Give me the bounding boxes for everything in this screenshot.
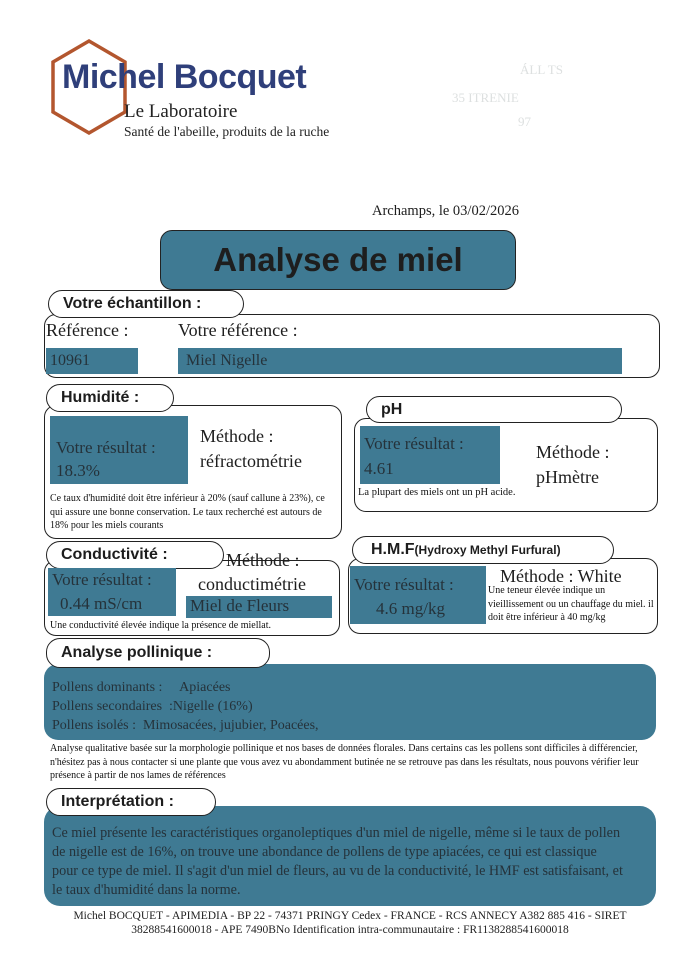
pollens-dominants: Pollens dominants : Apiacées: [52, 680, 231, 695]
footer: [0, 909, 700, 937]
conductivite-method-label: Méthode :: [226, 550, 300, 570]
hmf-note: Une teneur élevée indique un vieillissement ou un chauffage du miel. il doit être inférieur à 40 mg/kg: [488, 585, 654, 623]
conductivite-result-box: [48, 568, 176, 616]
conductivite-method-value: conductimétrie: [198, 574, 306, 594]
ph-tab: pH: [366, 396, 622, 423]
hmf-tab: [352, 536, 614, 564]
humidite-method-value: réfractométrie: [200, 451, 302, 471]
footer-line-2: 38288541600018 - APE 7490BNo Identification intra-communautaire : FR1138288541600018: [131, 924, 569, 936]
hmf-result-label: Votre résultat :: [354, 575, 454, 594]
ghost-text-3: 97: [518, 114, 531, 129]
pollinique-note: Analyse qualitative basée sur la morphologie pollinique et nos bases de données florales. Dans certains cas les pollens sont difficiles à différencier, n'hésitez pas à nous contacter si une plante que vous avez vu abondamment butinée ne se retrouve pas dans les résultats, nous pouvons vérifier leur présence à partir de nos lames de références: [50, 743, 639, 781]
ph-method-label: Méthode :: [536, 442, 610, 462]
pollinique-tab: Analyse pollinique :: [46, 638, 270, 668]
pollens-isoles: Pollens isolés : Mimosacées, jujubier, Poacées,: [52, 718, 319, 733]
conductivite-extra: Miel de Fleurs: [186, 596, 332, 618]
footer-line-1: Michel BOCQUET - APIMEDIA - BP 22 - 74371 PRINGY Cedex - FRANCE - RCS ANNECY A382 885 416 - SIRET: [73, 910, 627, 922]
ref-label: Référence :: [46, 320, 129, 340]
your-ref-label: Votre référence :: [178, 320, 298, 340]
dateline: Archamps, le 03/02/2026: [372, 203, 519, 219]
ph-result-box: [360, 426, 500, 484]
humidite-note: Ce taux d'humidité doit être inférieur à 20% (sauf callune à 23%), ce qui assure une bonne conservation. Le taux recherché est autours de 18% pour les miels courants: [50, 493, 325, 531]
pollinique-lines: [52, 678, 319, 735]
lab-subtitle: Le Laboratoire: [124, 101, 238, 122]
echantillon-tab: Votre échantillon :: [48, 290, 244, 318]
humidite-method-label: Méthode :: [200, 426, 274, 446]
humidite-result-box: [50, 416, 188, 484]
conductivite-result-label: Votre résultat :: [52, 570, 152, 589]
hmf-result-value: 4.6 mg/kg: [376, 599, 445, 618]
ref-value: 10961: [46, 348, 138, 374]
humidite-tab: Humidité :: [46, 384, 174, 412]
conductivite-result-value: 0.44 mS/cm: [60, 594, 143, 613]
hmf-tab-sub: (Hydroxy Methyl Furfural): [414, 543, 561, 557]
page-title: Analyse de miel: [160, 230, 516, 290]
ph-result-value: 4.61: [364, 459, 394, 478]
interpretation-tab: Interprétation :: [46, 788, 216, 816]
ph-result-label: Votre résultat :: [364, 434, 464, 453]
tagline: Santé de l'abeille, produits de la ruche: [124, 124, 330, 139]
ghost-text-2: 35 ITRENIE: [452, 90, 519, 105]
pollens-secondaires: Pollens secondaires :Nigelle (16%): [52, 699, 253, 714]
hmf-method-label: Méthode : White: [500, 566, 622, 586]
ph-method-value: pHmètre: [536, 467, 599, 487]
hmf-result-box: [350, 566, 486, 624]
conductivite-note: Une conductivité élevée indique la présence de miellat.: [50, 620, 272, 631]
ph-note: La plupart des miels ont un pH acide.: [358, 487, 516, 498]
brand-name: Michel Bocquet: [62, 58, 307, 96]
humidite-result-value: 18.3%: [56, 461, 100, 480]
your-ref-value: Miel Nigelle: [178, 348, 622, 374]
interpretation-text: Ce miel présente les caractéristiques organoleptiques d'un miel de nigelle, même si le taux de pollen de nigelle est de 16%, on trouve une abondance de pollens de type apiacées, ce qui est classique pour ce type de miel. Il s'agit d'un miel de fleurs, au vu de la conductivité, le HMF est satisfaisant, et le taux d'humidité dans la norme.: [52, 825, 623, 898]
humidite-result-label: Votre résultat :: [56, 438, 156, 457]
hmf-tab-main: H.M.F: [371, 541, 415, 558]
conductivite-tab: Conductivité :: [46, 541, 224, 569]
ghost-text-1: ÁLL TS: [520, 62, 563, 77]
